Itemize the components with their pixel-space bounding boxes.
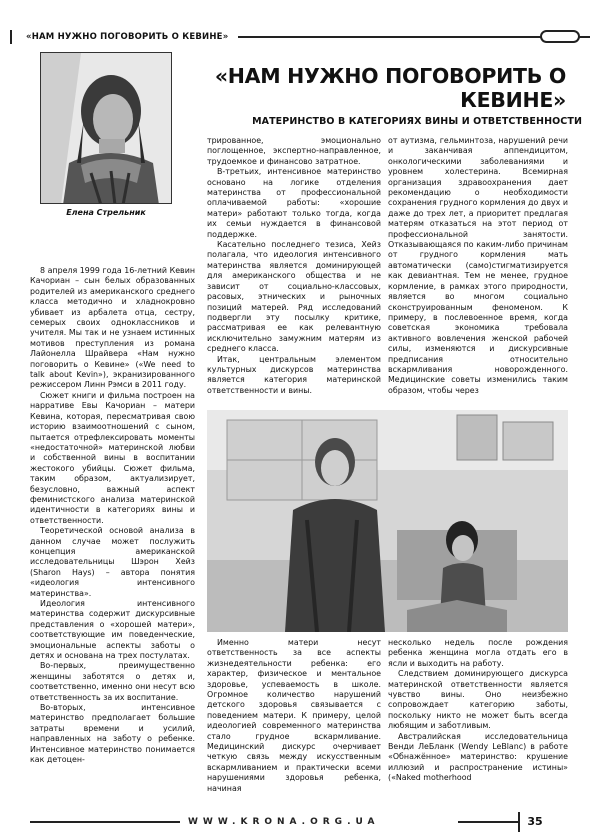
- article-title: «НАМ НУЖНО ПОГОВОРИТЬ О КЕВИНЕ»: [214, 64, 566, 112]
- paragraph: от аутизма, гельминтоза, нарушений речи и заканчивая аппендицитом, онкологическими заболеваниями и уровнем холестерина. Всемирная организация здравоохранения дает рекомендацию о необходимости сохранения грудного кормления до двух и даже до трех лет, а приоритет предлагая матерям отказаться на этот период от профессиональной занятости. Отказывающаяся по каким-либо причинам от грудного кормления мать автоматически (само)стигматизируется как девиантная. Тем не менее, грудное кормление, в рамках этого природности, является во многом социально сконструированным феноменом. К примеру, в послевоенное время, когда советская экономика требовала активного вовлечения женской рабочей силы, изменяются и дискурсивные предписания относительно вскармливания новорожденного. Медицинские советы изменились таким образом, чтобы через: [388, 136, 568, 395]
- portrait-photo-icon: [41, 53, 172, 204]
- paragraph: Во-вторых, интенсивное материнство предполагает большие затраты времени и усилий, направленных на заботу о ребенке. Интенсивное материнство понимается как детоцен-: [30, 703, 195, 765]
- film-still: [207, 410, 568, 632]
- paragraph: В-третьих, интенсивное материнство основано на логике отделения материнства от профессиональной оплачиваемой работы: «хорошие матери» работают только тогда, когда их семьи нуждается в финансовой поддержке.: [207, 167, 381, 239]
- section-tab: «НАМ НУЖНО ПОГОВОРИТЬ О КЕВИНЕ»: [10, 30, 238, 44]
- paragraph: Именно матери несут ответственность за все аспекты жизнедеятельности ребенка: его характер, физическое и ментальное здоровье, успеваемость в школе. Огромное количество нарушений детского здоровья связывается с поведением матери. К примеру, целой идеологией современного материнства стало грудное вскармливание. Медицинский дискурс очерчивает четкую связь между искусственным вскармливанием и практически всеми нарушениями здоровья ребенка, начиная: [207, 638, 381, 793]
- paragraph: Итак, центральным элементом культурных дискурсов материнства является категория материнской ответственности и вины.: [207, 354, 381, 395]
- running-header: [10, 30, 590, 44]
- text-column-1: [30, 266, 195, 804]
- paragraph: Австралийская исследовательница Венди ЛеБланк (Wendy LeBlanc) в работе «Обнажённое» материнство: крушение иллюзий и распространение истины» («Naked motherhood: [388, 731, 568, 783]
- text-column-5: [388, 638, 568, 795]
- author-caption: Елена Стрельник: [66, 208, 146, 217]
- paragraph: трированное, эмоционально поглощенное, экспертно-направленное, трудоемкое и финансово затратное.: [207, 136, 381, 166]
- page-number: 35: [518, 812, 550, 832]
- author-portrait: [40, 52, 172, 204]
- footer-url: WWW.KRONA.ORG.UA: [188, 817, 380, 827]
- header-pill-ornament: [540, 30, 580, 43]
- article-subtitle: МАТЕРИНСТВО В КАТЕГОРИЯХ ВИНЫ И ОТВЕТСТВЕННОСТИ: [252, 116, 582, 127]
- paragraph: Следствием доминирующего дискурса материнской ответственности является чувство вины. Оно неизбежно сопровождает категорию заботы, поскольку никто не может быть всегда любящим и заботливым.: [388, 669, 568, 731]
- paragraph: Касательно последнего тезиса, Хейз полагала, что идеология интенсивного материнства является доминирующей для американского общества и не зависит от социально-классовых, расовых, этнических и рыночных позиций матерей. Ряд исследований подвергли эту посылку критике, рассматривая ее как релевантную исключительно замужним матерям из среднего класса.: [207, 240, 381, 354]
- text-column-3: [388, 136, 568, 398]
- text-column-4: [207, 638, 381, 795]
- paragraph: Во-первых, преимущественно женщины заботятся о детях и, соответственно, именно они несут всю ответственность за их воспитание.: [30, 661, 195, 702]
- paragraph: 8 апреля 1999 года 16-летний Кевин Качориан – сын белых образованных родителей из американского среднего класса методично и хладнокровно убивает из арбалета отца, сестру, семерых своих одноклассников и учителя. Мы так и не узнаем истинных мотивов преступления из романа Лайонелла Шрайвера «Нам нужно поговорить о Кевине» («We need to talk about Kevin»), экранизированного режиссером Линн Рэмси в 2011 году.: [30, 266, 195, 390]
- paragraph: Теоретической основой анализа в данном случае может послужить концепция американской исследовательницы Шэрон Хейз (Sharon Hays) – автора понятия «идеология интенсивного материнства».: [30, 526, 195, 598]
- paragraph: несколько недель после рождения ребенка женщина могла отдать его в ясли и выходить на работу.: [388, 638, 568, 668]
- film-still-photo-icon: [207, 410, 568, 632]
- paragraph: Идеология интенсивного материнства содержит дискурсивные представления о «хорошей матери», соответствующие им поведенческие, эмоциональные аспекты заботы о детях и основана на трех постулатах.: [30, 599, 195, 661]
- text-column-2: [207, 136, 381, 398]
- paragraph: Сюжет книги и фильма построен на нарративе Евы Качориан – матери Кевина, которая, пересматривая свою историю взаимоотношений с сыном, пытается отрефлексировать моменты «недостаточной» материнской любви и собственной вины в воспитании жестокого убийцы. Сюжет фильма, таким образом, актуализирует, безусловно, важный аспект феминистского анализа материнской идентичности в категориях вины и ответственности.: [30, 390, 195, 525]
